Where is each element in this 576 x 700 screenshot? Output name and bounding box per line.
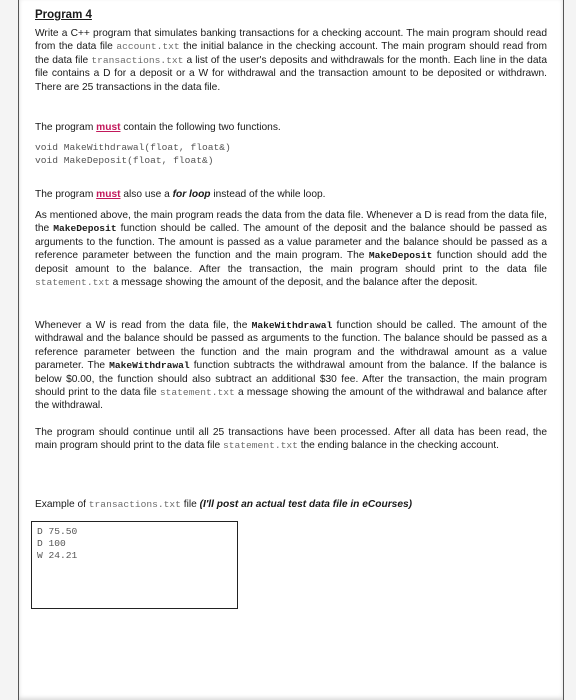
deposit-text-1: As mentioned above, the main program reads the data from the data file. Whenever a D is read from the data file, the [35,210,547,235]
ending-paragraph [35,426,547,453]
withdrawal-prototype: void MakeWithdrawal(float, float&) [35,142,231,153]
intro-text-2: the initial balance in the checking account. The main program should read from the data file [35,41,547,66]
must-emphasis-2: must [96,189,121,200]
deposit-function-name-2: MakeDeposit [368,250,433,262]
must-emphasis: must [96,122,121,133]
withdraw-text-1: Whenever a W is read from the data file, the [35,320,252,331]
withdraw-text-2: function should be called. The amount of the withdrawal and the balance should be passed as arguments to the function. The balance should be passed as a reference parameter between the function and the main program and the withdrawal amount as a value parameter. The [35,320,547,372]
end-text-2: the ending balance in the checking account. [297,440,499,452]
withdrawal-function-name: MakeWithdrawal [251,320,333,331]
statement-filename: statement.txt [35,277,110,289]
example-filename: transactions.txt [88,499,181,510]
must2-pre: The program [35,189,97,200]
for-loop-line [35,188,547,201]
example-mid: file [180,499,200,510]
for-loop-emphasis: for loop [172,189,211,200]
intro-text-1: Write a C++ program that simulates banking transactions for a checking account. The main program should read from the data file [35,28,547,53]
must1-pre: The program [35,122,97,133]
must-contain-line [35,121,547,134]
deposit-prototype: void MakeDeposit(float, float&) [35,154,214,166]
statement-filename-2: statement.txt [159,387,235,399]
deposit-function-name: MakeDeposit [53,223,117,235]
intro-text-3: a list of the user's deposits and withdrawals for the month. Each line in the data file contains a D for a deposit or a W for withdrawal and the transaction amount to be deposited or withdrawn. There are 25 transactions in the data file. [35,54,547,93]
deposit-text-3: function should add the deposit amount to the balance. After the transaction, the main program should print to the data file [35,250,547,275]
withdraw-text-3: function subtracts the withdrawal amount from the balance. If the balance is below $0.00, the function should also subtract an additional $30 fee. After the transaction, the main program should print to the data file [35,360,547,399]
transactions-filename: transactions.txt [91,54,184,66]
example-data-box [31,521,238,609]
withdrawal-function-name-2: MakeWithdrawal [109,360,190,372]
statement-filename-3: statement.txt [223,440,298,452]
end-text-1: The program should continue until all 25 transactions have been processed. After all data has been read, the main program should print to the data file [35,427,547,452]
document-page [18,0,564,700]
account-filename: account.txt [116,41,180,53]
example-line: D 100 [37,538,66,549]
withdrawal-paragraph [35,319,547,413]
deposit-paragraph [35,209,547,289]
function-prototypes [35,142,231,167]
example-line: W 24.21 [37,550,78,561]
must2-post: instead of the while loop. [210,189,326,200]
example-caption [35,498,547,511]
intro-paragraph [35,27,547,94]
withdraw-text-4: a message showing the amount of the withdrawal and balance after the withdrawal. [35,387,547,412]
example-pre: Example of [35,499,89,510]
deposit-text-2: function should be called. The amount of the deposit and the balance should be passed as arguments to the function. The amount is passed as a value parameter and the balance should be passed as a reference parameter between the function and the main program. The [35,223,547,262]
example-line: D 75.50 [37,526,78,537]
example-note: (I'll post an actual test data file in eCourses) [199,499,413,510]
must1-post: contain the following two functions. [120,122,281,133]
must2-mid: also use a [120,189,173,200]
deposit-text-4: a message showing the amount of the deposit, and the balance after the deposit. [109,277,478,289]
page-title: Program 4 [35,9,92,21]
